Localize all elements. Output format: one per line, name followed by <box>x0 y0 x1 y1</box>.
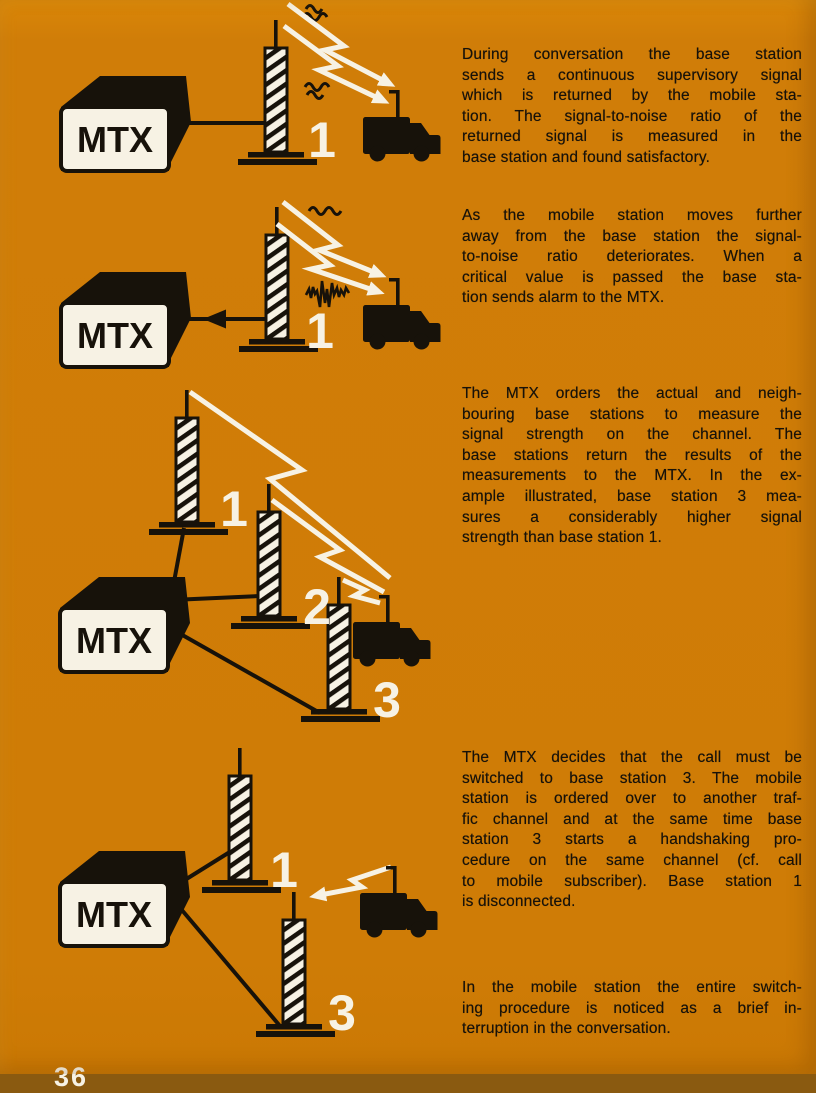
mtx-label: MTX <box>76 894 152 935</box>
paragraph-supervision: During conversation the base station sends a continuous supervisory signal which is returned by the mobile sta- tion. The signal-to-noise ratio of the returned signal is measured in the base station and found satisfactory. <box>462 46 802 166</box>
mtx-box-icon <box>61 272 191 367</box>
paragraph-alarm: As the mobile station moves further away from the base station the signal- to-noise ratio deteriorates. When a critical value is passed the base sta- tion sends alarm to the MTX. <box>462 207 802 307</box>
audio-squiggle-icon <box>306 6 322 13</box>
station-number-label: 1 <box>270 842 298 898</box>
landline-link-line <box>170 628 320 713</box>
mobile-station-truck-icon <box>363 90 441 162</box>
mtx-box-icon <box>60 851 190 946</box>
station-number-label: 2 <box>303 579 331 635</box>
audio-squiggle-icon <box>307 92 323 99</box>
radio-signal-bolt-icon <box>315 867 391 896</box>
paragraph-interruption: In the mobile station the entire switch- ing procedure is noticed as a brief in- terruption in the conversation. <box>462 979 802 1038</box>
diagram-4-handover <box>60 748 438 1041</box>
station-number-label: 3 <box>328 985 356 1041</box>
base-station-tower-icon <box>256 892 335 1037</box>
mtx-label: MTX <box>77 315 153 356</box>
mobile-station-truck-icon <box>353 595 431 667</box>
mtx-box-icon <box>61 76 191 171</box>
station-number-label: 1 <box>306 303 334 359</box>
diagram-3-measurement <box>60 390 431 728</box>
paragraph-handover: The MTX decides that the call must be switched to base station 3. The mobile station is ordered over to another traf- fic channel and at the same time base station 3 starts a handshaking pro- cedure on the same channel (cf. call to mobile subscriber). Base station 1 is disconnected. <box>462 749 802 911</box>
landline-link-line <box>170 896 280 1026</box>
station-number-label: 1 <box>308 112 336 168</box>
mtx-label: MTX <box>76 620 152 661</box>
audio-squiggle-icon <box>309 208 341 215</box>
mtx-box-icon <box>60 577 190 672</box>
audio-squiggle-icon <box>305 84 329 91</box>
station-number-label: 3 <box>373 672 401 728</box>
station-number-label: 1 <box>220 481 248 537</box>
mobile-station-truck-icon <box>360 866 438 938</box>
diagram-1-supervision <box>61 4 441 171</box>
alarm-arrow-icon <box>203 310 226 329</box>
radio-signal-bolt-icon <box>343 580 380 603</box>
diagram-2-alarm <box>61 202 441 367</box>
paragraph-measurement: The MTX orders the actual and neigh- bouring base stations to measure the signal strength on the channel. The base stations return the results of the measurements to the MTX. In the ex- ample illustrated, base station 3 mea- sures a considerably higher signal strength than base station 1. <box>462 385 802 547</box>
radio-signal-bolt-icon <box>288 4 390 84</box>
page-number: 36 <box>54 1062 89 1092</box>
mtx-label: MTX <box>77 119 153 160</box>
